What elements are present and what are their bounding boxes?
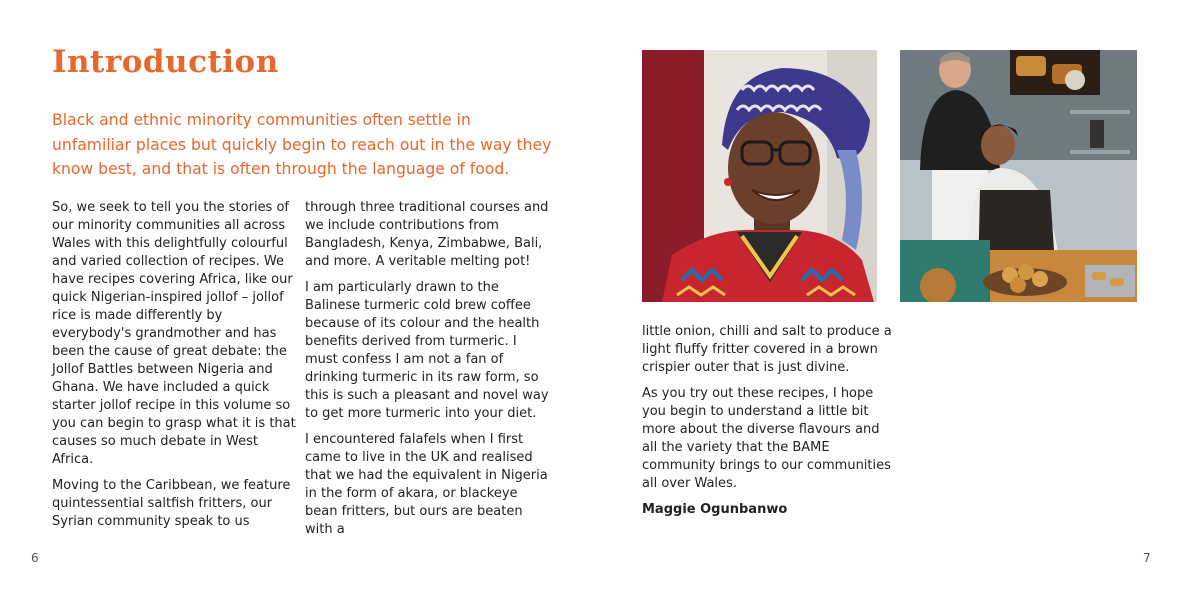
portrait-photo [642,50,877,302]
intro-lede: Black and ethnic minority communities often settle in unfamiliar places but quickly begin to reach out in the way they know best, and that is often through the language of food. [52,111,552,178]
paragraph: little onion, chilli and salt to produce a light fluffy fritter covered in a brown crispier outer that is just divine. [642,324,892,375]
paragraph: So, we seek to tell you the stories of our minority communities all across Wales with this delightfully colourful and varied collection of recipes. We have recipes covering Africa, like our quick Nigerian-inspired jollof – jollof rice is made differently by everybody's grandmother and has been the cause of great debate: the Jollof Battles between Nigeria and Ghana. We have included a quick starter jollof recipe in this volume so you can begin to grasp what it is that causes so much debate in West Africa. [52,200,296,467]
text-column-1 [52,199,297,539]
paragraph: I am particularly drawn to the Balinese turmeric cold brew coffee because of its colour and the health benefits derived from turmeric. I must confess I am not a fan of drinking turmeric in its raw form, so this is such a pleasant and novel way to get more turmeric into your diet. [305,280,549,421]
author-signature: Maggie Ogunbanwo [642,502,788,517]
paragraph: I encountered falafels when I first came to live in the UK and realised that we had the equivalent in Nigeria in the form of akara, or blackeye bean fritters, but ours are beaten with a [305,432,548,537]
paragraph: Moving to the Caribbean, we feature quintessential saltfish fritters, our Syrian community speak to us [52,478,291,529]
page-number-right: 7 [1143,551,1151,565]
paragraph: through three traditional courses and we include contributions from Bangladesh, Kenya, Zimbabwe, Bali, and more. A veritable melting pot! [305,200,549,269]
text-column-3 [642,323,892,527]
paragraph: As you try out these recipes, I hope you begin to understand a little bit more about the diverse flavours and all the variety that the BAME community brings to our communities all over Wales. [642,386,891,491]
kitchen-photo [900,50,1137,302]
text-column-2 [305,199,550,547]
page-number-left: 6 [31,551,39,565]
page-title: Introduction [52,44,279,80]
